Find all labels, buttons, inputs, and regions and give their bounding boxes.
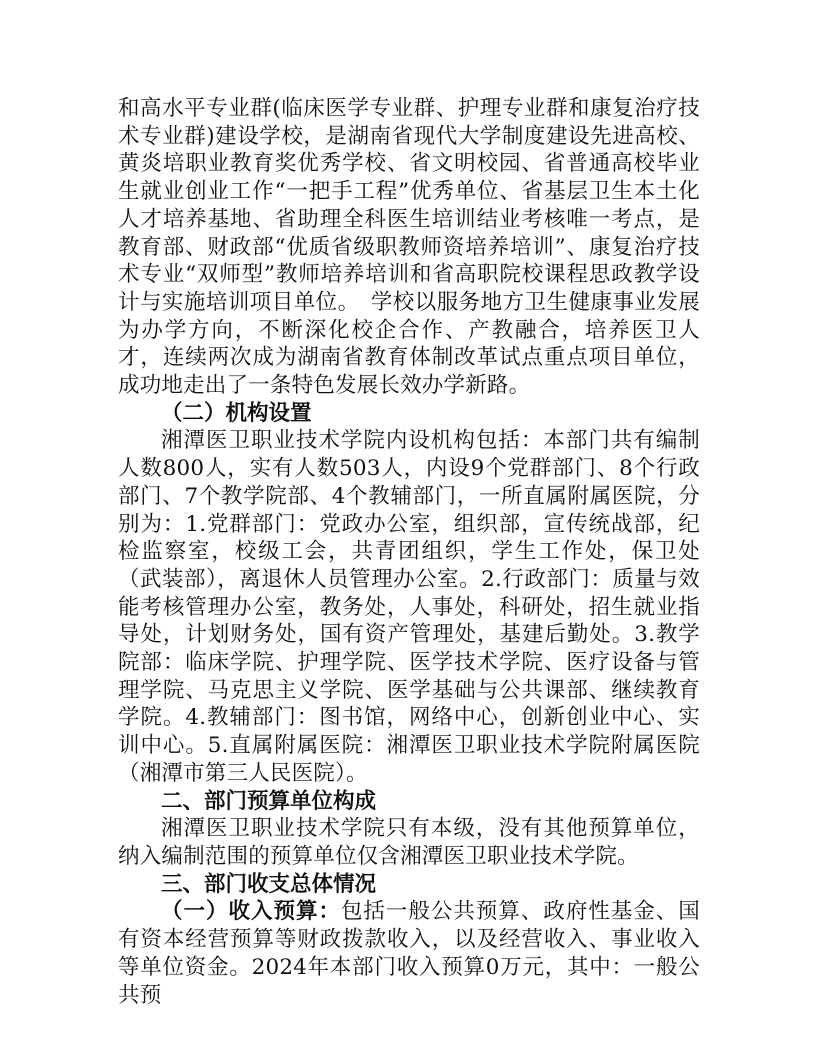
income-budget-lead-label: （一）收入预算： xyxy=(161,899,341,925)
heading-revenue-expenditure: 三、部门收支总体情况 xyxy=(161,871,377,897)
paragraph-org-setup: 湘潭医卫职业技术学院内设机构包括：本部门共有编制人数800人，实有人数503人，内设9个党群部门、8个行政部门、7个教学院部、4个教辅部门，一所直属附属医院，分别为：1.党群部门：党政办公室，组织部，宣传统战部，纪检监察室，校级工会，共青团组织，学生工作处，保卫处（武装部），离退休人员管理办公室。2.行政部门：质量与效能考核管理办公室，教务处，人事处，科研处，招生就业指导处，计划财务处，国有资产管理处，基建后勤处。3.教学院部：临床学院、护理学院、医学技术学院、医疗设备与管理学院、马克思主义学院、医学基础与公共课部、继续教育学院。4.教辅部门：图书馆，网络中心，创新创业中心、实训中心。5.直属附属医院：湘潭医卫职业技术学院附属医院（湘潭市第三人民医院）。 xyxy=(118,428,700,786)
paragraph-income-budget xyxy=(118,898,700,1009)
document-page xyxy=(118,95,700,1009)
paragraph-school-overview-continuation: 和高水平专业群(临床医学专业群、护理专业群和康复治疗技术专业群)建设学校，是湖南省现代大学制度建设先进高校、黄炎培职业教育奖优秀学校、省文明校园、省普通高校毕业生就业创业工作“一把手工程”优秀单位、省基层卫生本土化人才培养基地、省助理全科医生培训结业考核唯一考点，是教育部、财政部“优质省级职教师资培养培训”、康复治疗技术专业“双师型”教师培养培训和省高职院校课程思政教学设计与实施培训项目单位。 学校以服务地方卫生健康事业发展为办学方向，不断深化校企合作、产教融合，培养医卫人才，连续两次成为湖南省教育体制改革试点重点项目单位，成功地走出了一条特色发展长效办学新路。 xyxy=(118,96,700,399)
heading-budget-units: 二、部门预算单位构成 xyxy=(161,788,377,814)
paragraph-budget-units: 湘潭医卫职业技术学院只有本级，没有其他预算单位，纳入编制范围的预算单位仅含湘潭医卫职业技术学院。 xyxy=(118,816,700,869)
income-budget-body-text: 包括一般公共预算、政府性基金、国有资本经营预算等财政拨款收入，以及经营收入、事业收入等单位资金。2024年本部门收入预算0万元，其中：一般公共预 xyxy=(118,899,701,1008)
heading-org-setup: （二）机构设置 xyxy=(161,400,312,426)
